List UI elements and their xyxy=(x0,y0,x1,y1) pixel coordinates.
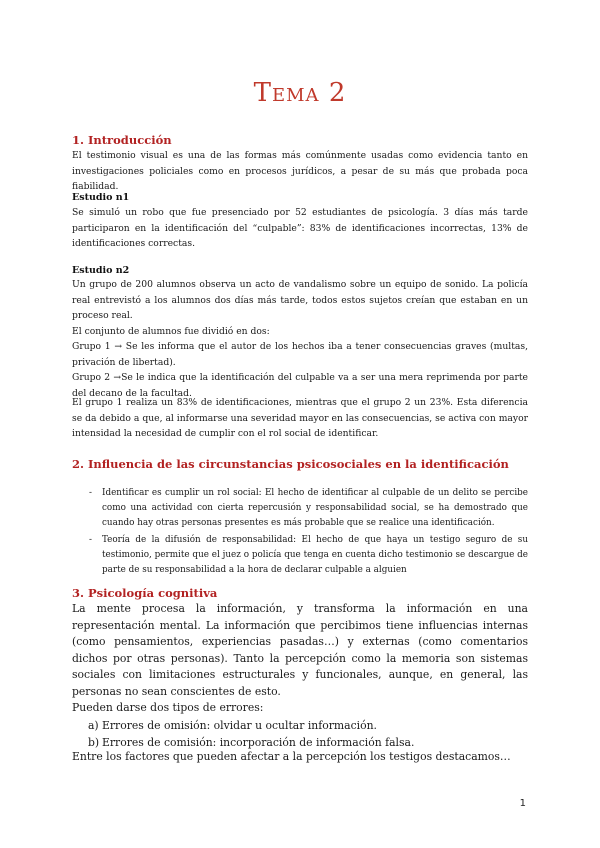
section-introduction xyxy=(72,133,528,195)
study-2-conclusion-block xyxy=(72,395,528,442)
study-1 xyxy=(72,192,528,252)
list-marker: b) xyxy=(88,735,100,749)
errors-intro: Pueden darse dos tipos de errores: xyxy=(72,701,264,714)
errors-list xyxy=(72,717,528,751)
list-item xyxy=(72,717,528,734)
closing-block xyxy=(72,749,528,766)
study-2-division: El conjunto de alumnos fue dividió en dos: xyxy=(72,325,270,337)
section-cognitive xyxy=(72,586,528,751)
list-item-text: Errores de omisión: olvidar u ocultar información. xyxy=(102,718,377,732)
cognitive-paragraph: La mente procesa la información, y transforma la información en una representación mental. La información que percibimos tiene influencias internas (como pensamientos, experiencias pasadas…) y externas (como comentarios dichos por otras personas). Tanto la percepción como la memoria son sistemas sociales con limitaciones estructurales y funcionales, aunque, en general, las personas no sean conscientes de esto. xyxy=(72,602,528,698)
list-item xyxy=(72,486,528,531)
list-marker: - xyxy=(89,488,92,498)
study-1-text: Se simuló un robo que fue presenciado por 52 estudiantes de psicología. 3 días más tarde participaron en la identificación del “culpable”: 83% de identificaciones incorrectas, 13% de identificaciones correctas. xyxy=(72,207,528,249)
list-item xyxy=(72,533,528,578)
list-item xyxy=(72,734,528,751)
study-2-group-2: Grupo 2 →Se le indica que la identificación del culpable va a ser una mera reprimenda por parte del decano de la facultad. xyxy=(72,372,528,399)
section-heading-influence: 2. Influencia de las circunstancias psicosociales en la identificación xyxy=(72,457,509,471)
study-2-group-1: Grupo 1 → Se les informa que el autor de los hechos iba a tener consecuencias graves (multas, privación de libertad). xyxy=(72,341,528,368)
section-heading-cognitive: 3. Psicología cognitiva xyxy=(72,586,218,600)
study-2-conclusion: El grupo 1 realiza un 83% de identificaciones, mientras que el grupo 2 un 23%. Esta diferencia se da debido a que, al informarse una severidad mayor en las consecuencias, se activa con mayor intensidad la necesidad de cumplir con el rol social de identificar. xyxy=(72,397,528,439)
closing-paragraph: Entre los factores que pueden afectar a la percepción los testigos destacamos… xyxy=(72,750,511,763)
study-2-text: Un grupo de 200 alumnos observa un acto de vandalismo sobre un equipo de sonido. La policía real entrevistó a los alumnos dos días más tarde, todos estos sujetos creían que estaban en un proceso real. xyxy=(72,279,528,321)
influence-list-block xyxy=(72,486,528,578)
list-item-text: Identificar es cumplir un rol social: El hecho de identificar al culpable de un delito se percibe como una actividad con cierta repercusión y responsabilidad social, se ha demostrado que cuando hay otras personas presentes es más probable que se realice una identificación. xyxy=(102,488,528,528)
list-marker: a) xyxy=(88,718,99,732)
influence-list xyxy=(72,486,528,578)
intro-paragraph: El testimonio visual es una de las formas más comúnmente usadas como evidencia tanto en investigaciones policiales como en procesos jurídicos, a pesar de su más que probada poca fiabilidad. xyxy=(72,150,528,192)
study-1-heading: Estudio n1 xyxy=(72,192,130,203)
page-title: Tema 2 xyxy=(253,78,347,108)
study-2 xyxy=(72,265,528,401)
section-heading-intro: 1. Introducción xyxy=(72,133,172,147)
list-item-text: Teoría de la difusión de responsabilidad: El hecho de que haya un testigo seguro de su testimonio, permite que el juez o policía que tenga en cuenta dicho testimonio se descargue de parte de su responsabilidad a la hora de declarar culpable a alguien xyxy=(102,535,528,575)
list-marker: - xyxy=(89,535,92,545)
study-2-heading: Estudio n2 xyxy=(72,265,130,276)
page-number: 1 xyxy=(519,798,526,809)
list-item-text: Errores de comisión: incorporación de información falsa. xyxy=(102,735,415,749)
section-influence xyxy=(72,457,528,471)
